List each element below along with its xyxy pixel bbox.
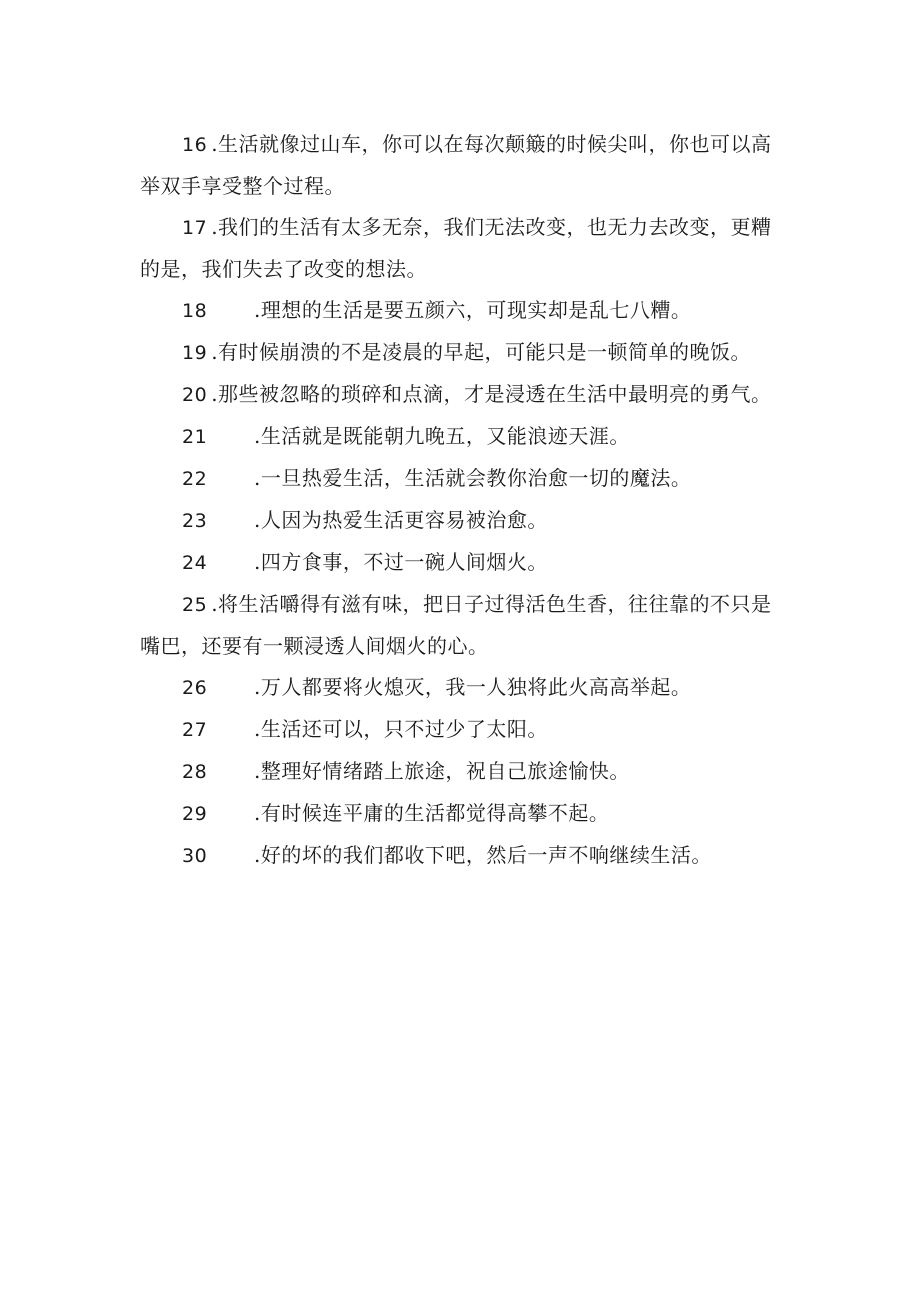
- item-number: 22: [182, 468, 208, 490]
- list-item: [140, 835, 780, 877]
- item-text: .将生活嚼得有滋有味，把日子过得活色生香，往往靠的不只是嘴巴，还要有一颗浸透人间烟火的心。: [140, 592, 772, 658]
- list-item: [140, 207, 780, 290]
- item-number: 28: [182, 761, 208, 783]
- quote-list: [140, 124, 780, 877]
- item-number: 17: [182, 217, 208, 239]
- item-number: 19: [182, 342, 208, 364]
- item-number: 27: [182, 719, 208, 741]
- list-item: [140, 416, 780, 458]
- item-text: .人因为热爱生活更容易被治愈。: [254, 508, 548, 532]
- list-item: [140, 584, 780, 667]
- item-text: .生活就是既能朝九晚五，又能浪迹天涯。: [254, 424, 630, 448]
- list-item: [140, 458, 780, 500]
- item-number: 21: [182, 426, 208, 448]
- list-item: [140, 793, 780, 835]
- item-number: 16: [182, 134, 208, 156]
- list-item: [140, 667, 780, 709]
- item-number: 25: [182, 594, 208, 616]
- item-text: .万人都要将火熄灭，我一人独将此火高高举起。: [254, 675, 692, 699]
- item-text: .那些被忽略的琐碎和点滴，才是浸透在生活中最明亮的勇气。: [211, 382, 772, 406]
- item-number: 26: [182, 677, 208, 699]
- item-text: .四方食事，不过一碗人间烟火。: [254, 550, 548, 574]
- list-item: [140, 124, 780, 207]
- item-text: .生活就像过山车，你可以在每次颠簸的时候尖叫，你也可以高举双手享受整个过程。: [140, 132, 772, 198]
- item-text: .生活还可以，只不过少了太阳。: [254, 717, 548, 741]
- list-item: [140, 500, 780, 542]
- list-item: [140, 374, 780, 416]
- list-item: [140, 709, 780, 751]
- item-number: 18: [182, 300, 208, 322]
- item-number: 29: [182, 803, 208, 825]
- item-text: .有时候连平庸的生活都觉得高攀不起。: [254, 801, 610, 825]
- item-number: 23: [182, 510, 208, 532]
- item-number: 20: [182, 384, 208, 406]
- item-text: .整理好情绪踏上旅途，祝自己旅途愉快。: [254, 759, 630, 783]
- item-text: .一旦热爱生活，生活就会教你治愈一切的魔法。: [254, 466, 692, 490]
- item-number: 30: [182, 845, 208, 867]
- item-text: .有时候崩溃的不是凌晨的早起，可能只是一顿简单的晚饭。: [211, 340, 752, 364]
- item-text: .好的坏的我们都收下吧，然后一声不响继续生活。: [254, 843, 712, 867]
- list-item: [140, 332, 780, 374]
- item-text: .我们的生活有太多无奈，我们无法改变，也无力去改变，更糟的是，我们失去了改变的想法。: [140, 215, 772, 281]
- list-item: [140, 290, 780, 332]
- item-number: 24: [182, 552, 208, 574]
- list-item: [140, 751, 780, 793]
- item-text: .理想的生活是要五颜六，可现实却是乱七八糟。: [254, 298, 692, 322]
- list-item: [140, 542, 780, 584]
